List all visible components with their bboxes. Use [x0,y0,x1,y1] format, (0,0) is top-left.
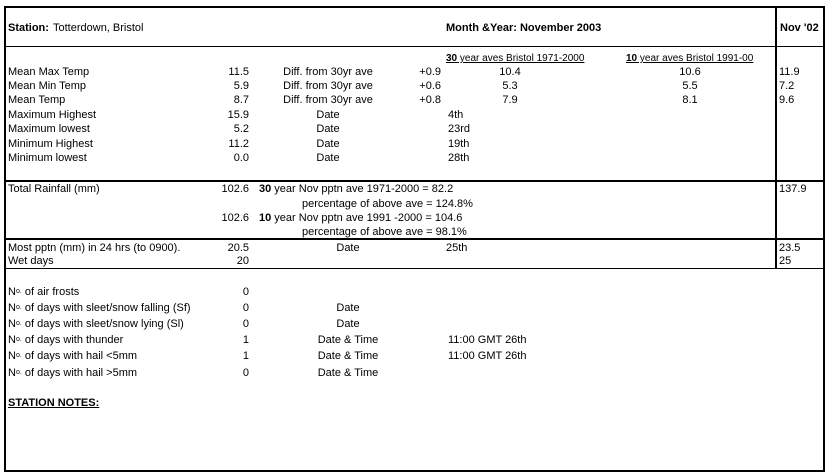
temp-row-mid: Diff. from 30yr ave [283,80,373,92]
temp-row-prev: 11.9 [779,66,800,78]
count-row-mid: Date [336,318,360,330]
count-row-value: 0 [242,302,249,314]
temp-row-value: 5.9 [233,80,249,92]
temp-row-date: 4th [448,109,464,121]
temp-row-value: 11.2 [228,138,249,150]
rainfall-10yr-ave: 10 year Nov pptn ave 1991 -2000 = 104.6 [259,212,463,224]
temp-row-prev: 9.6 [779,94,795,106]
aves-10yr-header: 10 year aves Bristol 1991-00 [626,53,754,64]
temp-row-ave30: 10.4 [499,66,521,78]
count-row-mid: Date & Time [317,350,379,362]
rainfall-value: 102.6 [221,183,249,195]
month-year: Month &Year: November 2003 [446,22,602,34]
rainfall-30yr-pct: percentage of above ave = 124.8% [302,198,473,210]
temp-row-label: Minimum lowest [8,152,87,164]
rainfall-label: Total Rainfall (mm) [8,183,100,195]
count-row-extra: 11:00 GMT 26th [448,350,527,362]
temp-row-ave30: 7.9 [502,94,518,106]
count-row-value: 1 [242,334,249,346]
count-row-label: $N^{o.}$ of days with hail <5mm [8,350,138,362]
header-divider [5,46,824,47]
temp-row-label: Mean Temp [8,94,66,106]
prev-year-header: Nov '02 [780,22,819,34]
temp-row-value: 0.0 [233,152,249,164]
wet-days-label: Wet days [8,255,54,267]
rainfall-30yr-ave: 30 year Nov pptn ave 1971-2000 = 82.2 [259,183,454,195]
temp-row-mid: Diff. from 30yr ave [283,94,373,106]
temp-row-label: Minimum Highest [8,138,93,150]
rainfall-value-2: 102.6 [221,212,249,224]
most-pptn-label: Most pptn (mm) in 24 hrs (to 0900). [8,242,181,254]
temp-row-value: 8.7 [233,94,249,106]
count-row-value: 0 [242,286,249,298]
count-row-label: $N^{o.}$ of days with sleet/snow lying (Sl) [8,318,184,330]
temp-row-mid: Date [316,152,340,164]
temp-row-date: 28th [448,152,470,164]
most-pptn-value: 20.5 [227,242,249,254]
count-row-extra: 11:00 GMT 26th [448,334,527,346]
temp-row-value: 11.5 [228,66,249,78]
count-row-label: $N^{o.}$ of days with sleet/snow falling (Sf) [8,302,191,314]
temp-row-value: 15.9 [227,109,249,121]
temp-row-mid: Date [316,138,340,150]
temp-row-diff: +0.9 [419,66,441,78]
count-row-mid: Date [336,302,360,314]
temp-row-diff: +0.8 [419,94,441,106]
count-row-value: 0 [242,318,249,330]
temp-row-mid: Date [316,123,340,135]
temp-row-value: 5.2 [233,123,249,135]
rainfall-10yr-pct: percentage of above ave = 98.1% [302,226,467,238]
temp-row-ave10: 8.1 [682,94,698,106]
temp-row-label: Mean Max Temp [8,66,90,78]
temp-row-label: Maximum lowest [8,123,90,135]
count-row-mid: Date & Time [317,367,379,379]
temp-row-label: Mean Min Temp [8,80,87,92]
temp-row-ave10: 10.6 [679,66,701,78]
count-row-label: $N^{o.}$ of days with thunder [8,334,124,346]
temp-row-diff: +0.6 [419,80,441,92]
temp-row-date: 23rd [448,123,471,135]
count-row-value: 0 [242,367,249,379]
count-row-value: 1 [242,350,249,362]
temp-section-divider [5,180,824,182]
temp-row-mid: Diff. from 30yr ave [283,66,373,78]
pptn-section-divider [5,268,824,269]
station-name: Totterdown, Bristol [53,22,144,34]
most-pptn-date: 25th [446,242,468,254]
count-row-mid: Date & Time [317,334,379,346]
station-label: Station: [8,22,49,34]
wet-days-value: 20 [236,255,249,267]
temp-row-ave30: 5.3 [502,80,518,92]
rainfall-prev: 137.9 [779,183,807,195]
temp-row-ave10: 5.5 [682,80,698,92]
count-row-label: $N^{o.}$ of air frosts [8,286,80,298]
temp-row-prev: 7.2 [779,80,795,92]
count-row-label: $N^{o.}$ of days with hail >5mm [8,367,138,379]
temp-row-label: Maximum Highest [8,109,97,121]
temp-row-date: 19th [448,138,470,150]
station-notes-title: STATION NOTES: [8,397,100,409]
aves-30yr-header: 30 year aves Bristol 1971-2000 [446,53,585,64]
wet-days-prev: 25 [779,255,792,267]
temp-row-mid: Date [316,109,340,121]
most-pptn-date-label: Date [336,242,360,254]
most-pptn-prev: 23.5 [779,242,801,254]
